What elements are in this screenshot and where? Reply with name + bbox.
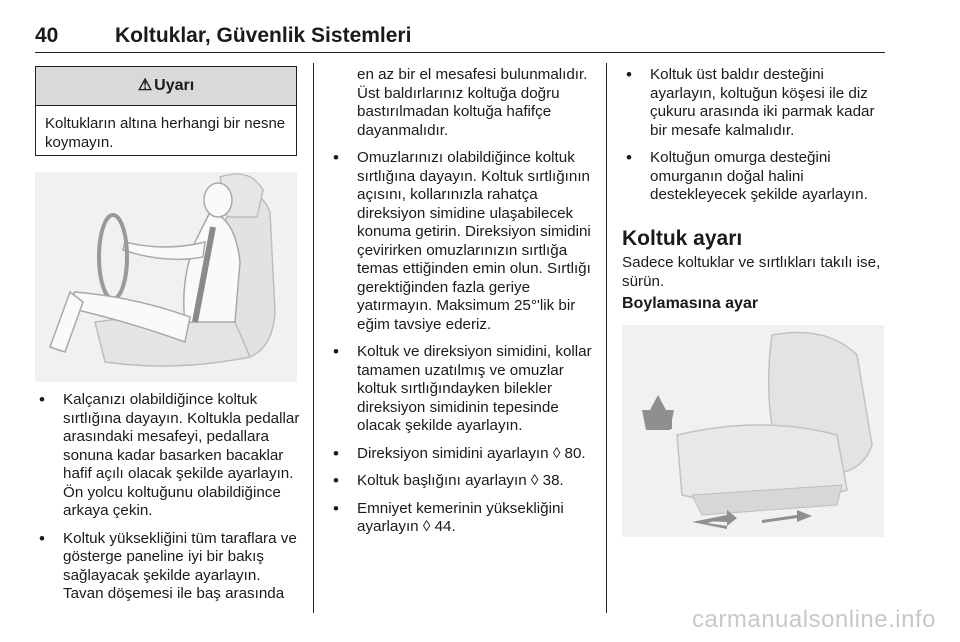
seat-adjustment-drawing — [622, 325, 884, 537]
list-item: • Emniyet kemerinin yüksekliğini ayarlayın ◊ 44. — [329, 500, 597, 537]
watermark-text: carmanualsonline.info — [692, 606, 936, 633]
list-item: • Koltuğun omurga desteğini omurganın doğal halini destekleyecek şekilde ayarlayın. — [622, 149, 890, 205]
list-item: • Koltuk üst baldır desteğini ayarlayın, koltuğun köşesi ile diz çukuru arasında iki parmak kadar bir mesafe kalmalıdır. — [622, 66, 890, 140]
seating-instructions-list-2 — [329, 66, 597, 546]
column-divider — [313, 63, 314, 613]
subsection-heading: Boylamasına ayar — [622, 295, 759, 312]
list-item: • Koltuk yüksekliğini tüm taraflara ve gösterge paneline iyi bir bakış sağlayacak şekilde ayarlayın. Tavan döşemesi ile baş arasında — [35, 530, 300, 604]
warning-header — [36, 67, 296, 106]
warning-box — [35, 66, 297, 156]
seating-instructions-list-3 — [622, 66, 890, 214]
section-heading: Koltuk ayarı — [622, 227, 743, 250]
page-header — [35, 22, 885, 53]
list-item: • Kalçanızı olabildiğince koltuk sırtlığına dayayın. Koltukla pedallar arasındaki mesafeyi, pedallara sonuna kadar basarken bacaklar hafif açılı olacak şekilde ayarlayın. Ön yolcu koltuğunu olabildiğince arkaya çekin. — [35, 391, 300, 521]
list-item-continuation: en az bir el mesafesi bulunmalıdır. Üst baldırlarınız koltuğa doğru bastırılmadan koltuğa hafifçe dayanmalıdır. — [357, 66, 588, 139]
list-item: • Koltuk ve direksiyon simidini, kollar tamamen uzatılmış ve omuzlar koltuk sırtlığındayken bilekler direksiyon simidinin tepesinde olacak şekilde ayarlayın. — [329, 343, 597, 436]
warning-text: Koltukların altına herhangi bir nesne koymayın. — [45, 115, 286, 151]
column-divider — [606, 63, 607, 613]
driver-seating-drawing — [35, 172, 297, 382]
list-item: • Direksiyon simidini ayarlayın ◊ 80. — [329, 445, 597, 464]
warning-title: Uyarı — [154, 77, 195, 94]
driver-seating-illustration — [35, 172, 297, 382]
warning-triangle-icon: ⚠ — [137, 77, 153, 94]
page-title: Koltuklar, Güvenlik Sistemleri — [115, 24, 412, 47]
list-item: • Omuzlarınızı olabildiğince koltuk sırtlığına dayayın. Koltuk sırtlığının açısını, kollarınızla rahatça direksiyon simidine ulaşabilecek konuma getirin. Direksiyon simidini çevirirken omuzlarınızın sırtlığa temas ettiğinden emin olun. Sırtlığı gerektiğinden fazla geriye yatırmayın. Maksimum 25°'lik bir eğim tavsiye ederiz. — [329, 149, 597, 334]
seat-adjustment-illustration — [622, 325, 884, 537]
seating-instructions-list-1 — [35, 391, 300, 613]
section-paragraph: Sadece koltuklar ve sırtlıkları takılı ise, sürün. — [622, 254, 881, 290]
list-item: • Koltuk başlığını ayarlayın ◊ 38. — [329, 472, 597, 491]
page-number: 40 — [35, 24, 59, 47]
